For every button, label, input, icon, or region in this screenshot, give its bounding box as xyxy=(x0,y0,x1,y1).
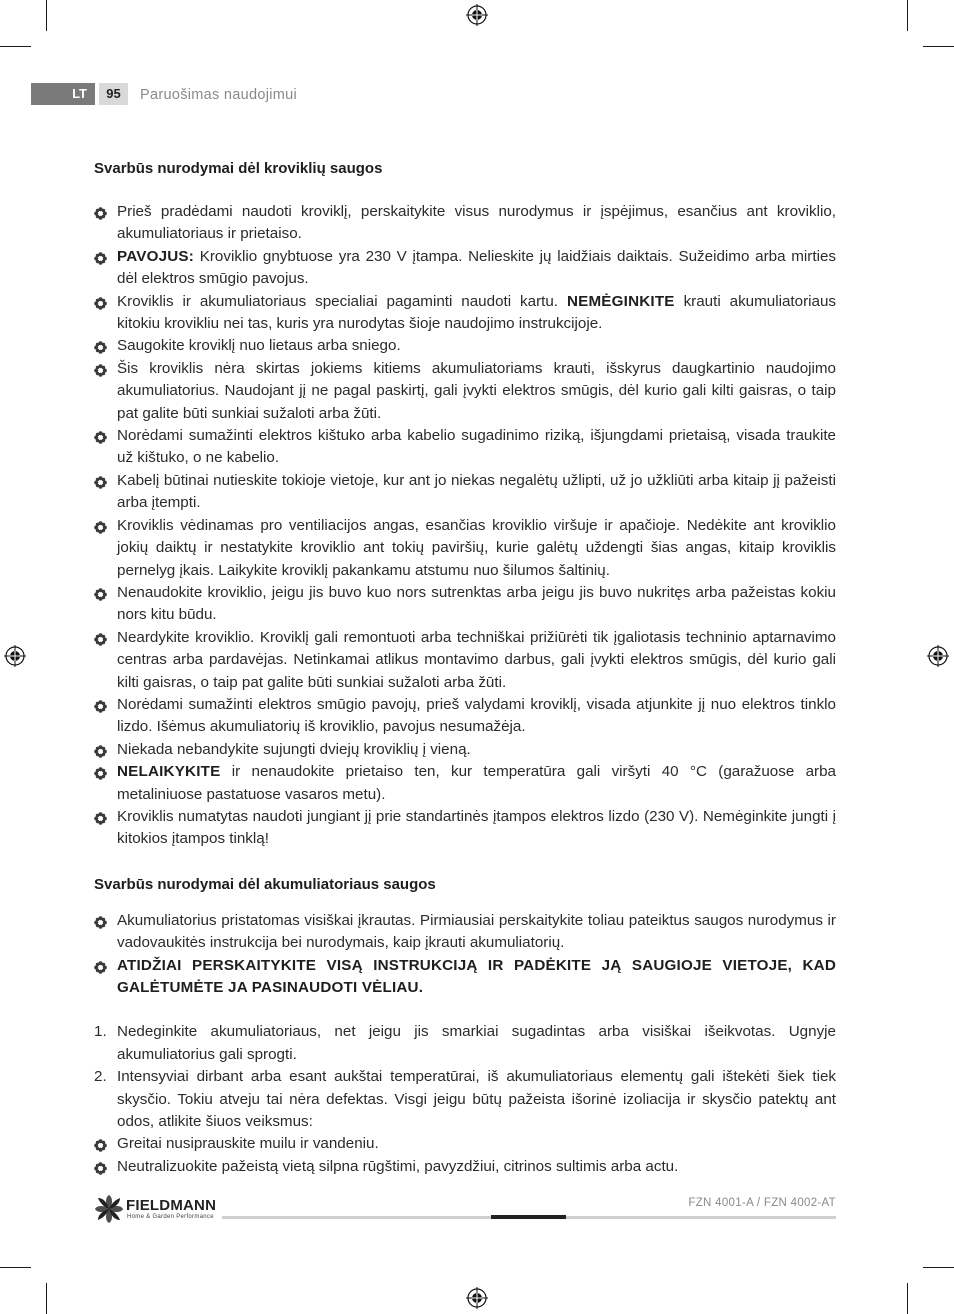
charger-safety-item xyxy=(94,627,836,694)
flower-bullet-icon xyxy=(94,362,107,375)
crop-mark xyxy=(0,46,31,47)
item-text: Kroviklio gnybtuose yra 230 V įtampa. Nelieskite jų laidžiais daiktais. Sužeidimo arba mirties dėl elektros smūgio pavojus. xyxy=(117,247,836,288)
item-text: Nedeginkite akumuliatoriaus, net jeigu jis smarkiai sugadintas arba visiškai išeikvotas. Ugnyje akumuliatorius gali sprogti. xyxy=(117,1023,836,1063)
flower-bullet-icon xyxy=(94,1137,107,1150)
item-emphasis: ATIDŽIAI PERSKAITYKITE VISĄ INSTRUKCIJĄ IR PADĖKITE JĄ SAUGIOJE VIETOJE, KAD GALĖTUMĖTE JA PASINAUDOTI VĖLIAU. xyxy=(117,956,836,996)
battery-numbered-list xyxy=(94,1021,836,1133)
charger-safety-item xyxy=(94,806,836,851)
flower-bullet-icon xyxy=(94,810,107,823)
flower-bullet-icon xyxy=(94,429,107,442)
battery-safety-item xyxy=(94,955,836,1000)
flower-bullet-icon xyxy=(94,631,107,644)
item-text: Kroviklis numatytas naudoti jungiant jį prie standartinės įtampos elektros lizdo (230 V). Nemėginkite jungti į kitokios įtampos tinklą! xyxy=(117,807,836,848)
item-text: Norėdami sumažinti elektros smūgio pavojų, prieš valydami kroviklį, visada atjunkite jį nuo elektros tinklo lizdo. Išėmus akumuliatorių iš kroviklio, pavojus nesumažėja. xyxy=(117,695,836,736)
item-text: Intensyviai dirbant arba esant aukštai temperatūrai, iš akumuliatoriaus elementų gali ištekėti šiek tiek skysčio. Tokiu atveju tai nėra defektas. Visgi jeigu būtų pažeista išorinė izoliacija ir skysčio patektų ant odos, atlikite šiuos veiksmus: xyxy=(117,1068,836,1131)
flower-bullet-icon xyxy=(94,519,107,532)
section-title-battery: Svarbūs nurodymai dėl akumuliatoriaus saugos xyxy=(94,875,436,893)
battery-safety-item xyxy=(94,910,836,955)
flower-bullet-icon xyxy=(94,295,107,308)
flower-bullet-icon xyxy=(94,205,107,218)
item-text: Akumuliatorius pristatomas visiškai įkrautas. Pirmiausiai perskaitykite toliau pateiktus saugos nurodymus ir vadovaukitės instrukcija bei nurodymais, kaip įkrauti akumuliatorių. xyxy=(117,911,836,952)
flower-bullet-icon xyxy=(94,914,107,927)
charger-safety-item xyxy=(94,201,836,246)
item-text: Prieš pradėdami naudoti kroviklį, perskaitykite visus nurodymus ir įspėjimus, esančius ant kroviklio, akumuliatoriaus ir prietaiso. xyxy=(117,203,836,243)
item-text: krauti akumuliatoriaus kitokiu krovikliu nei tas, kuris yra nurodytas šioje naudojimo instrukcijoje. xyxy=(117,292,836,333)
fieldmann-fan-logo-icon xyxy=(94,1194,124,1224)
charger-safety-item xyxy=(94,425,836,470)
crop-mark xyxy=(907,1283,908,1314)
registration-mark-icon xyxy=(4,645,26,667)
numbered-item xyxy=(94,1021,836,1066)
item-text: Saugokite kroviklį nuo lietaus arba sniego. xyxy=(117,337,401,355)
flower-bullet-icon xyxy=(94,765,107,778)
flower-bullet-icon xyxy=(94,339,107,352)
item-text: Norėdami sumažinti elektros kištuko arba kabelio sugadinimo riziką, išjungdami prietaisą, visada traukite už kištuko, o ne kabelio. xyxy=(117,427,836,467)
flower-bullet-icon xyxy=(94,743,107,756)
charger-safety-item xyxy=(94,335,836,357)
item-text: Kabelį būtinai nutieskite tokioje vietoje, kur ant jo niekas negalėtų užlipti, už jo užkliūti arba kitaip jį pažeisti arba įtempti. xyxy=(117,471,836,512)
item-number: 1. xyxy=(94,1023,107,1041)
battery-first-aid-list xyxy=(94,1133,836,1178)
crop-mark xyxy=(0,1267,31,1268)
item-text: ir nenaudokite prietaiso ten, kur temperatūra gali viršyti 40 °C (garažuose arba metaliniuose pastatuose vasaros metu). xyxy=(117,763,836,803)
battery-safety-list xyxy=(94,910,836,1000)
fieldmann-logo xyxy=(94,1193,224,1227)
language-tab: LT xyxy=(31,83,95,105)
charger-safety-item xyxy=(94,470,836,515)
crop-mark xyxy=(46,1283,47,1314)
crop-mark xyxy=(923,1267,954,1268)
logo-wordmark: FIELDMANN xyxy=(126,1197,217,1214)
section-title-charger: Svarbūs nurodymai dėl kroviklių saugos xyxy=(94,160,383,177)
item-emphasis: NEMĖGINKITE xyxy=(566,292,675,310)
flower-bullet-icon xyxy=(94,698,107,711)
item-emphasis: NELAIKYKITE xyxy=(117,763,221,781)
registration-mark-icon xyxy=(927,645,949,667)
item-emphasis: PAVOJUS: xyxy=(117,247,194,265)
flower-bullet-icon xyxy=(94,586,107,599)
charger-safety-item xyxy=(94,694,836,739)
numbered-item xyxy=(94,1066,836,1133)
item-text: Kroviklis ir akumuliatoriaus specialiai pagaminti naudoti kartu. xyxy=(117,292,567,310)
first-aid-item xyxy=(94,1156,836,1178)
item-text: Neutralizuokite pažeistą vietą silpna rūgštimi, pavyzdžiui, citrinos sultimis arba actu. xyxy=(117,1157,679,1175)
first-aid-item xyxy=(94,1133,836,1155)
page-number: 95 xyxy=(99,83,128,105)
item-text: Neardykite kroviklio. Kroviklį gali remontuoti arba techniškai prižiūrėti tik įgaliotasis techninio aptarnavimo centras arba pardavėjas. Netinkamai atlikus montavimo darbus, gali įvykti elektros smūgis, dėl kurio gali kilti gaisras, o taip pat galite būti sunkiai sužaloti arba žūti. xyxy=(117,628,836,691)
crop-mark xyxy=(923,46,954,47)
charger-safety-list xyxy=(94,201,836,851)
item-text: Šis kroviklis nėra skirtas jokiems kitiems akumuliatoriams krauti, išskyrus daugkartinio naudojimo akumuliatorius. Naudojant jį ne pagal paskirtį, gali įvykti elektros smūgis, dėl kurio gali kilti gaisras, o taip pat galite būti sunkiai sužaloti arba žūti. xyxy=(117,359,836,422)
flower-bullet-icon xyxy=(94,1160,107,1173)
item-text: Greitai nusiprauskite muilu ir vandeniu. xyxy=(117,1135,379,1153)
charger-safety-item xyxy=(94,739,836,761)
flower-bullet-icon xyxy=(94,474,107,487)
footer-rule-accent xyxy=(491,1215,566,1219)
registration-mark-icon xyxy=(466,1287,488,1309)
charger-safety-item xyxy=(94,291,836,336)
crop-mark xyxy=(46,0,47,31)
logo-tagline: Home & Garden Performance xyxy=(127,1214,214,1220)
main-content xyxy=(94,158,836,1178)
charger-safety-item xyxy=(94,515,836,582)
item-text: Niekada nebandykite sujungti dviejų kroviklių į vieną. xyxy=(117,740,471,758)
item-number: 2. xyxy=(94,1068,107,1086)
model-number: FZN 4001-A / FZN 4002-AT xyxy=(688,1197,836,1209)
item-text: Nenaudokite kroviklio, jeigu jis buvo kuo nors sutrenktas arba jeigu jis buvo nukritęs arba pažeistas kokiu nors kitu būdu. xyxy=(117,583,836,624)
flower-bullet-icon xyxy=(94,250,107,263)
crop-mark xyxy=(907,0,908,31)
charger-safety-item xyxy=(94,246,836,291)
charger-safety-item xyxy=(94,761,836,806)
registration-mark-icon xyxy=(466,4,488,26)
charger-safety-item xyxy=(94,358,836,425)
page-header-title: Paruošimas naudojimui xyxy=(140,87,298,103)
charger-safety-item xyxy=(94,582,836,627)
flower-bullet-icon xyxy=(94,959,107,972)
item-text: Kroviklis vėdinamas pro ventiliacijos angas, esančias kroviklio viršuje ir apačioje. Nedėkite ant kroviklio jokių daiktų ir nestatykite kroviklio ant tokių paviršių, kurie galėtų uždengti šias angas, kitaip kroviklis pernelyg įkais. Laikykite kroviklį pakankamu atstumu nuo šilumos šaltinių. xyxy=(117,516,836,579)
